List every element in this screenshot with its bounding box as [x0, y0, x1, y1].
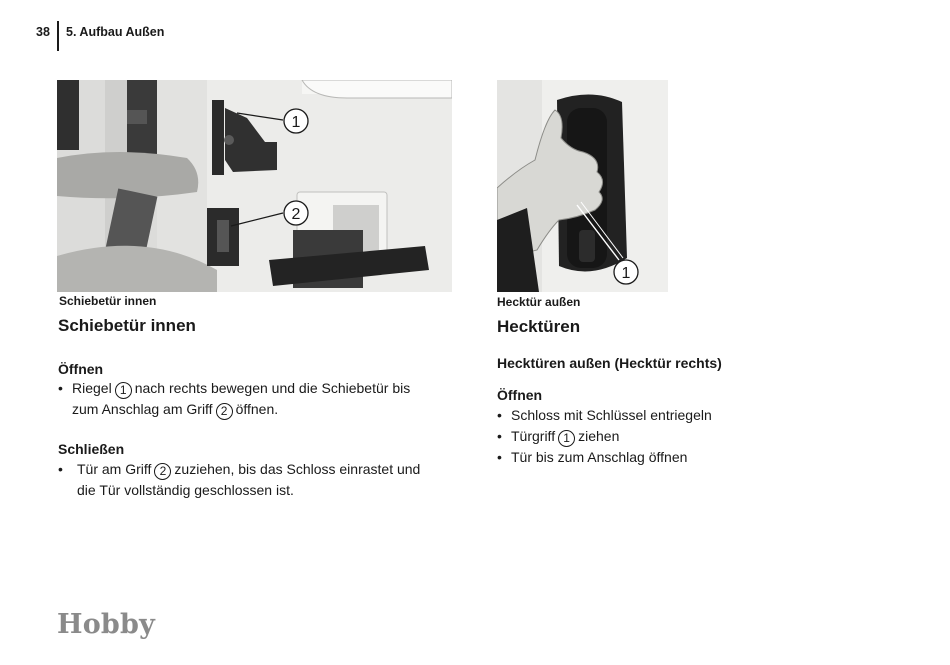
callout-rear-1: 1 [621, 265, 631, 282]
page-number: 38 [36, 25, 50, 39]
callout-2: 2 [291, 206, 301, 223]
rear-step-2b: ziehen [578, 428, 620, 444]
rear-door-illustration [497, 80, 668, 292]
right-open-heading: Öffnen [497, 387, 543, 403]
right-subtitle: Hecktüren außen (Hecktür rechts) [497, 355, 722, 371]
header-divider [57, 21, 59, 51]
rear-door-photo [497, 80, 668, 292]
left-photo-caption: Schiebetür innen [59, 294, 157, 308]
close-text-2: zuziehen, bis das Schloss einrastet und [174, 461, 421, 477]
ref-number: 1 [115, 382, 132, 399]
right-section-title: Hecktüren [497, 317, 581, 336]
list-item [497, 426, 897, 447]
ref-number: 2 [154, 463, 171, 480]
list-item [497, 405, 897, 426]
open-text-3: zum Anschlag am Griff [72, 401, 213, 417]
close-text-1: Tür am Griff [77, 461, 152, 477]
open-text-1: Riegel [72, 380, 112, 396]
left-close-heading: Schließen [58, 441, 125, 457]
ref-number: 2 [216, 403, 233, 420]
right-photo-caption: Hecktür außen [497, 295, 581, 309]
list-item [58, 459, 458, 501]
rear-step-1: Schloss mit Schlüssel entriegeln [511, 407, 712, 423]
left-open-heading: Öffnen [58, 361, 104, 377]
list-item [497, 447, 897, 468]
list-item [58, 378, 458, 420]
rear-step-3: Tür bis zum Anschlag öffnen [511, 449, 688, 465]
left-open-list [58, 378, 458, 420]
open-text-4: öffnen. [235, 401, 279, 417]
left-close-list [58, 459, 458, 501]
rear-step-2a: Türgriff [511, 428, 556, 444]
sliding-door-photo [57, 80, 452, 292]
left-section-title: Schiebetür innen [58, 316, 196, 335]
open-text-2: nach rechts bewegen und die Schiebetür bis [134, 380, 411, 396]
hobby-logo: Hobby [57, 609, 155, 640]
right-open-list [497, 405, 897, 468]
chapter-title: 5. Aufbau Außen [66, 25, 165, 39]
ref-number: 1 [558, 430, 575, 447]
close-text-3: die Tür vollständig geschlossen ist. [77, 482, 294, 498]
sliding-door-illustration [57, 80, 452, 292]
callout-1: 1 [291, 114, 301, 131]
